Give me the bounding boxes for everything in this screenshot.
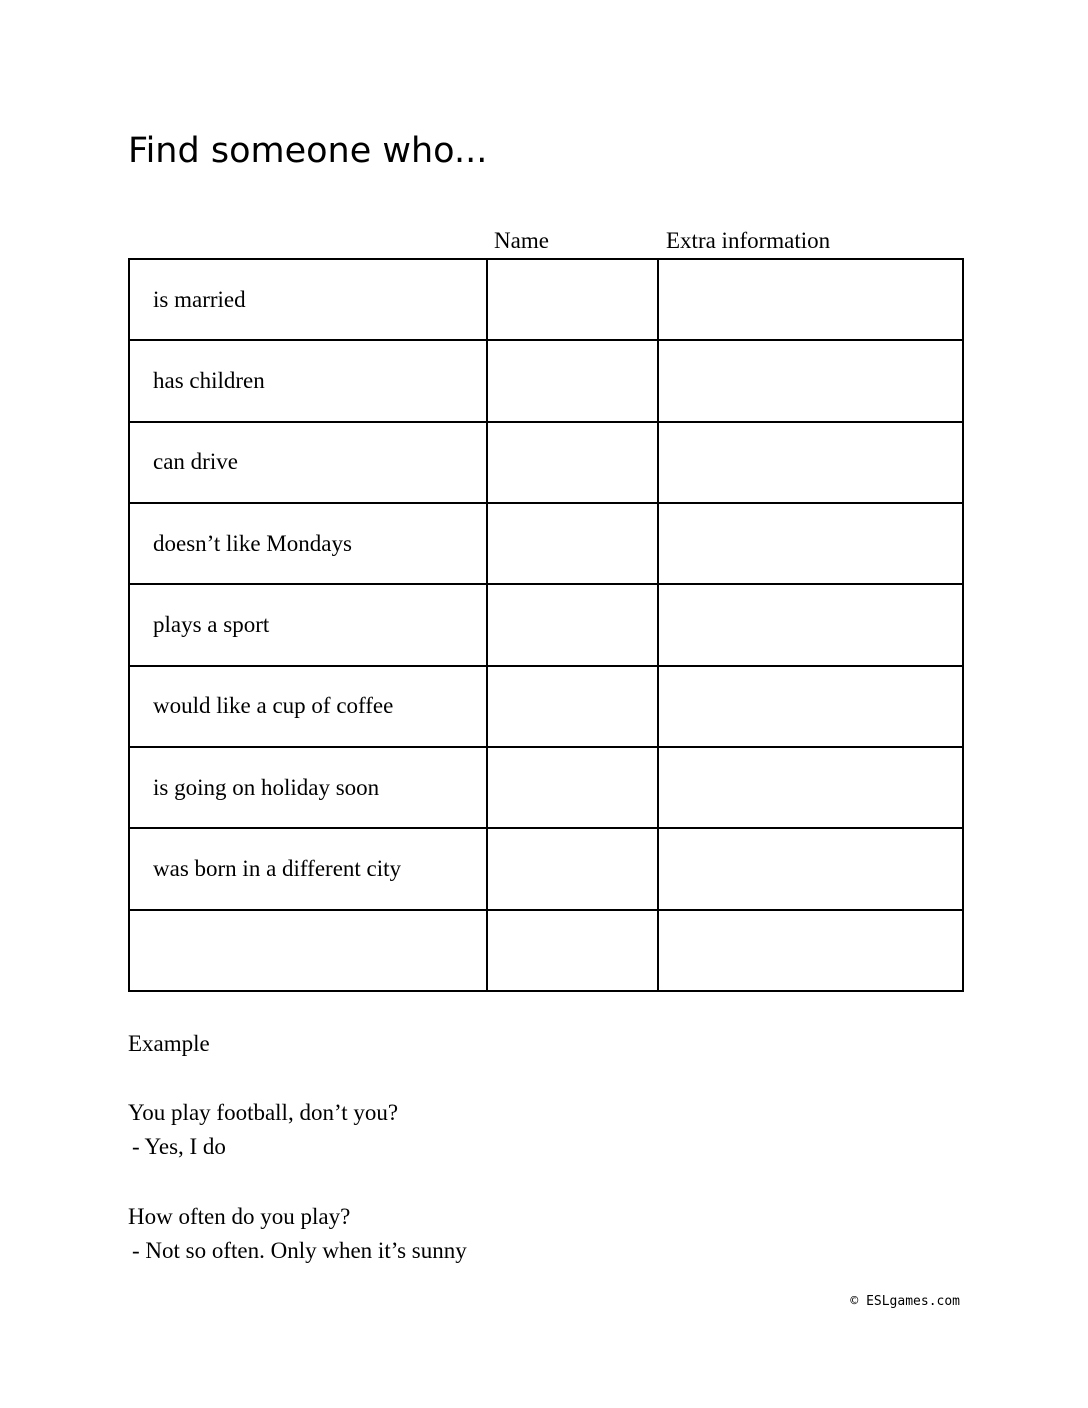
extra-information-cell[interactable] (658, 584, 963, 665)
extra-information-cell[interactable] (658, 910, 963, 991)
page-title: Find someone who... (128, 131, 488, 171)
prompt-cell: can drive (129, 422, 487, 503)
prompt-cell: doesn’t like Mondays (129, 503, 487, 584)
extra-information-cell[interactable] (658, 259, 963, 340)
table-row (129, 422, 963, 503)
example-question-1: You play football, don’t you? (128, 1100, 399, 1125)
name-cell[interactable] (487, 422, 658, 503)
copyright-text: ESLgames.com (866, 1294, 960, 1309)
prompt-cell: would like a cup of coffee (129, 666, 487, 747)
extra-information-cell[interactable] (658, 422, 963, 503)
name-cell[interactable] (487, 666, 658, 747)
table-row (129, 828, 963, 909)
extra-information-cell[interactable] (658, 340, 963, 421)
copyright-icon: © (850, 1294, 859, 1309)
table-row (129, 666, 963, 747)
name-cell[interactable] (487, 584, 658, 665)
column-header-name: Name (494, 228, 549, 253)
prompt-cell: is married (129, 259, 487, 340)
extra-information-cell[interactable] (658, 828, 963, 909)
table-row (129, 747, 963, 828)
extra-information-cell[interactable] (658, 747, 963, 828)
prompt-cell[interactable] (129, 910, 487, 991)
prompt-cell: has children (129, 340, 487, 421)
table-row (129, 259, 963, 340)
name-cell[interactable] (487, 259, 658, 340)
example-answer-2: - Not so often. Only when it’s sunny (132, 1238, 467, 1263)
prompt-cell: was born in a different city (129, 828, 487, 909)
copyright-footer (850, 1292, 960, 1312)
prompt-cell: is going on holiday soon (129, 747, 487, 828)
example-question-2: How often do you play? (128, 1204, 351, 1229)
example-answer-1: - Yes, I do (132, 1134, 226, 1159)
name-cell[interactable] (487, 910, 658, 991)
name-cell[interactable] (487, 828, 658, 909)
name-cell[interactable] (487, 503, 658, 584)
table-row (129, 910, 963, 991)
extra-information-cell[interactable] (658, 503, 963, 584)
name-cell[interactable] (487, 747, 658, 828)
extra-information-cell[interactable] (658, 666, 963, 747)
name-cell[interactable] (487, 340, 658, 421)
table-row (129, 340, 963, 421)
prompt-cell: plays a sport (129, 584, 487, 665)
example-label: Example (128, 1031, 210, 1056)
column-header-extra-information: Extra information (666, 228, 831, 253)
table-row (129, 584, 963, 665)
table-row (129, 503, 963, 584)
find-someone-table (128, 258, 964, 992)
